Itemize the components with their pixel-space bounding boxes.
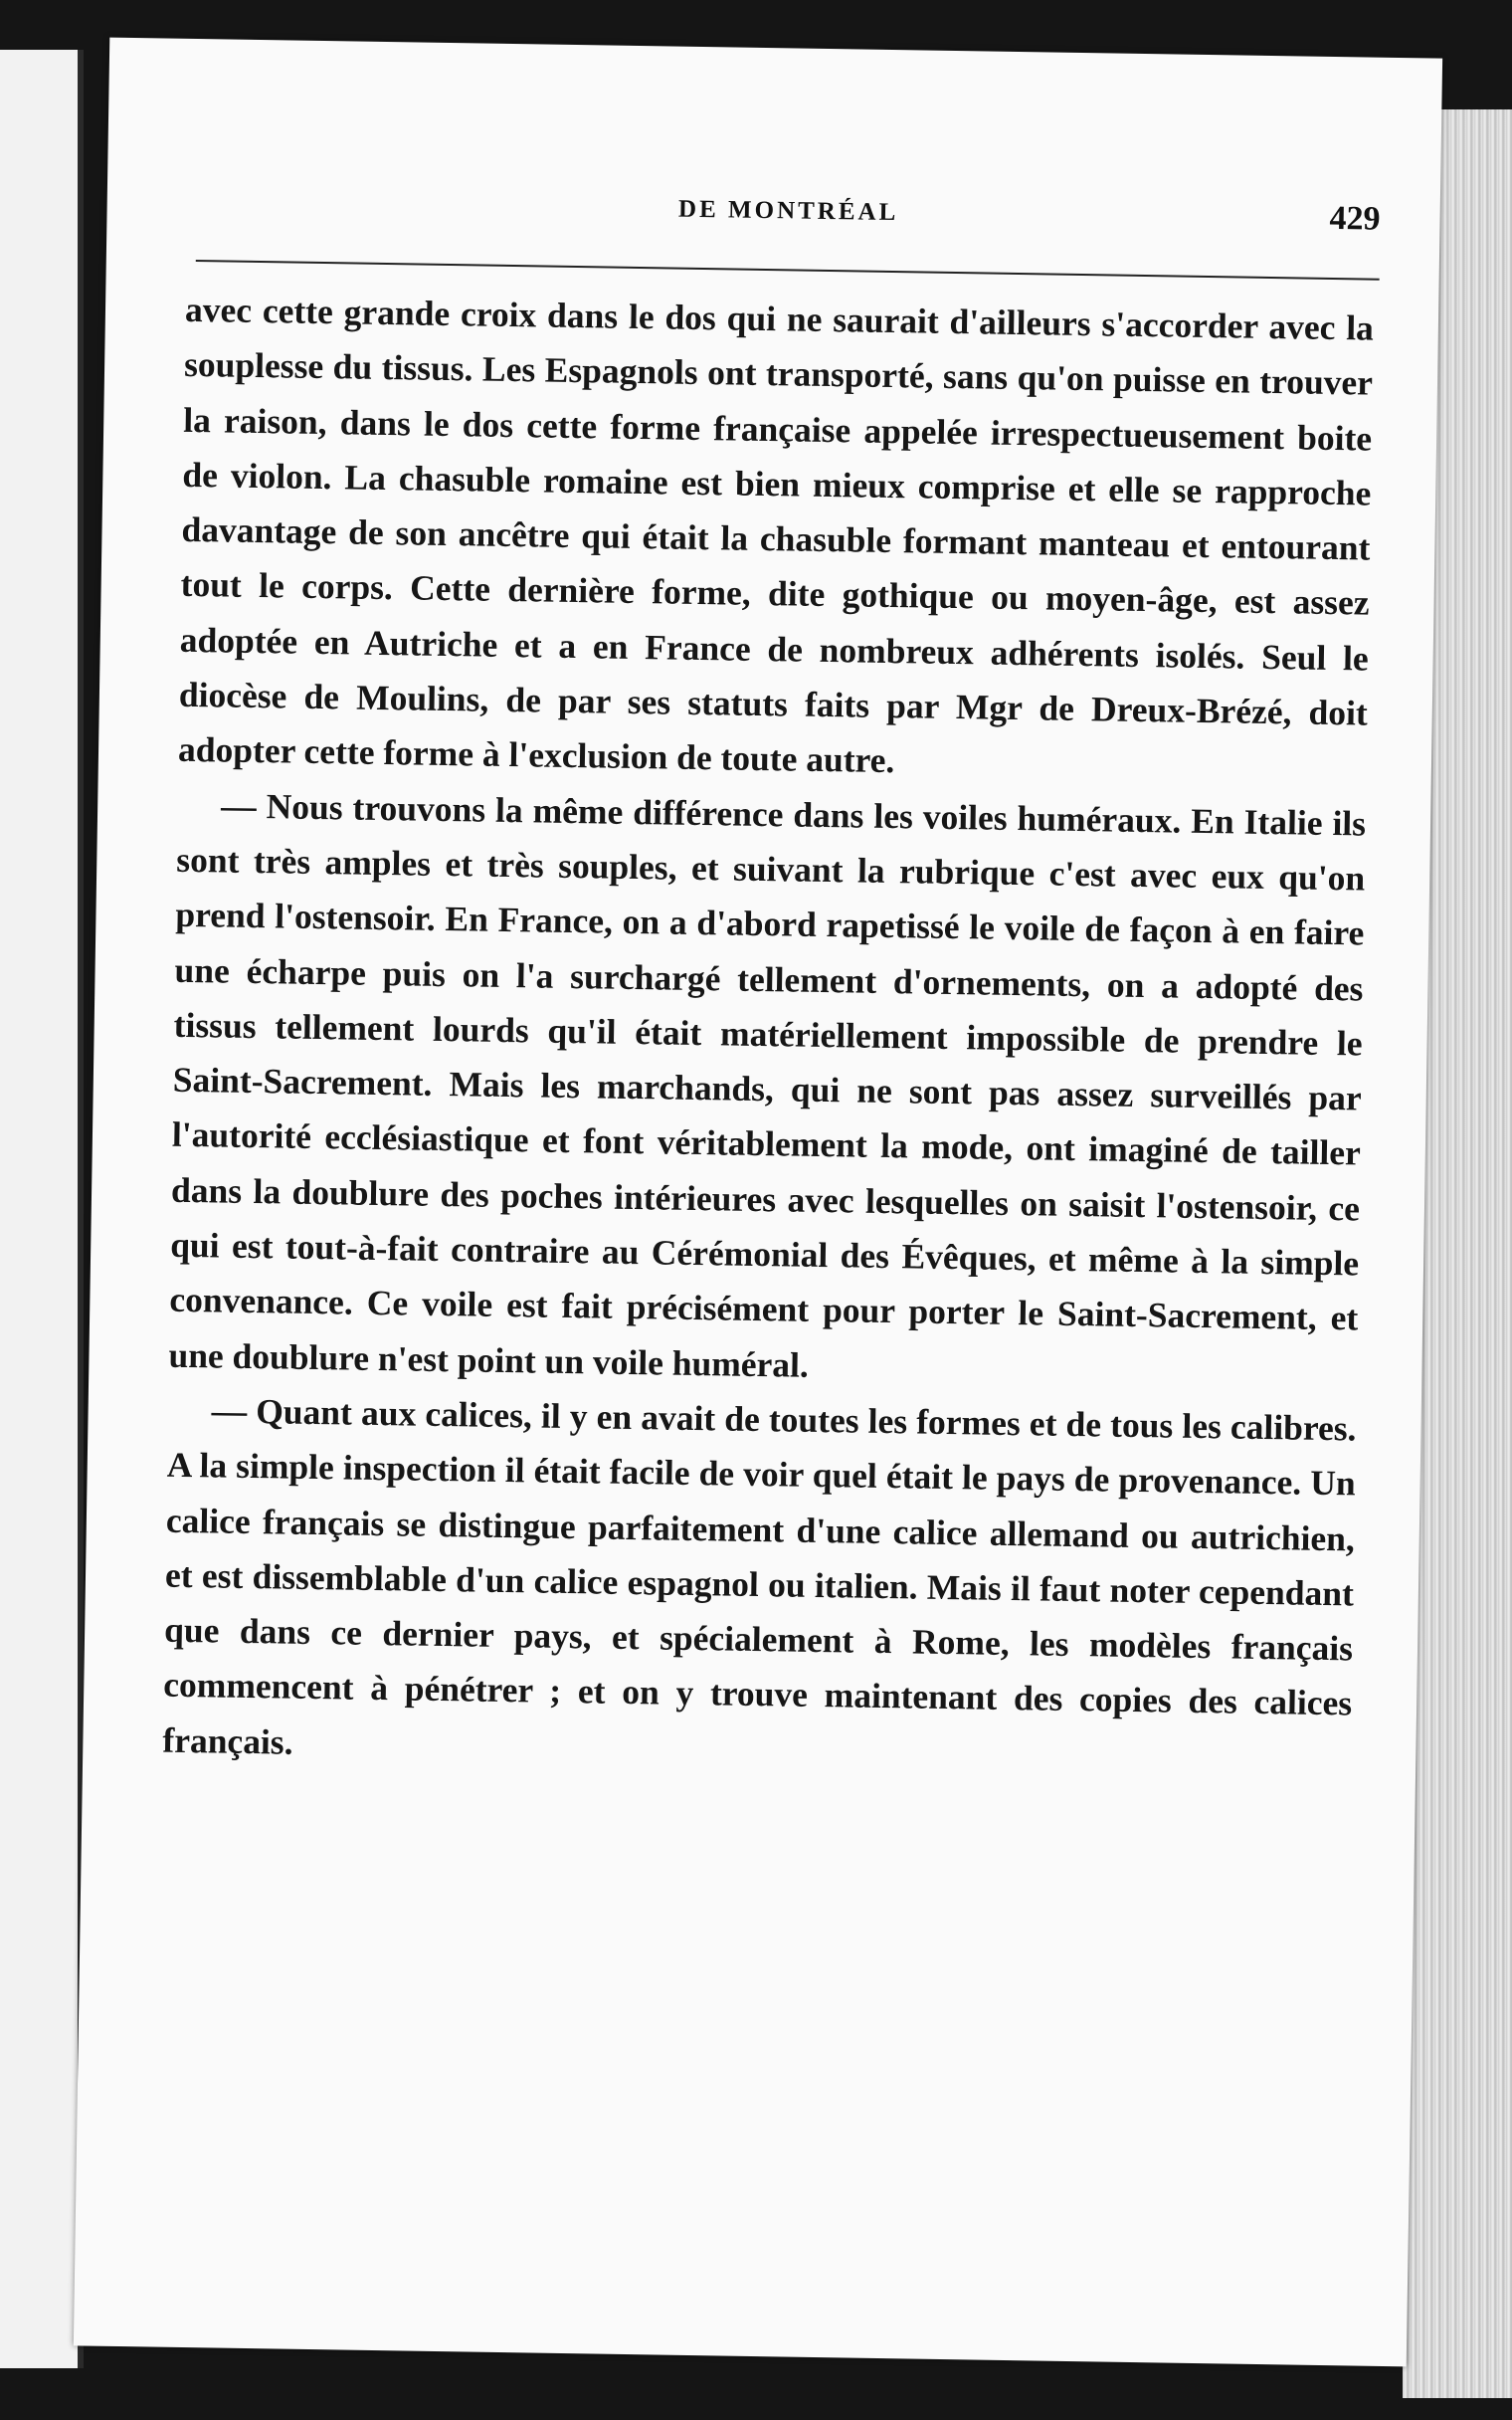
paragraph-calices: — Quant aux calices, il y en avait de toutes les formes et de tous les calibres. A la simple inspection il était facile de voir quel était le pays de provenance. Un calice français se distingue parfaitement d'une calice allemand ou autrichien, et est dissemblable d'un calice espagnol ou italien. Mais il faut noter cependant que dans ce dernier pays, et spécialement à Rome, les modèles français commencent à pénétrer ; et on y trouve maintenant des copies des calices français. [162, 1390, 1357, 1762]
page-number: 429 [1329, 199, 1381, 238]
running-head: DE MONTRÉAL [677, 195, 899, 227]
previous-page-edge [0, 50, 84, 2368]
body-text [162, 283, 1374, 1787]
paragraph-voiles-humeraux: — Nous trouvons la même différence dans les voiles huméraux. En Italie ils sont très amples et très souples, et suivant la rubrique c'est avec eux qu'on prend l'ostensoir. En France, on a d'abord rapetissé le voile de façon à en faire une écharpe puis on l'a surchargé tellement d'ornements, on a adopté des tissus tellement lourds qu'il était matériellement impossible de prendre le Saint-Sacrement. Mais les marchands, qui ne sont pas assez surveillés par l'autorité ecclésiastique et font véritablement la mode, ont imaginé de tailler dans la doublure des poches intérieures avec lesquelles on saisit l'ostensoir, ce qui est tout-à-fait contraire au Cérémonial des Évêques, et même à la simple convenance. Ce voile est fait précisément pour porter le Saint-Sacrement, et une doublure n'est point un voile huméral. [168, 785, 1367, 1385]
book-page [74, 38, 1442, 2367]
paragraph-chasuble: avec cette grande croix dans le dos qui ne saurait d'ailleurs s'accorder avec la souplesse du tissus. Les Espagnols ont transporté, sans qu'on puisse en trouver la raison, dans le dos cette forme française appelée irrespectueusement boite de violon. La chasuble romaine est bien mieux comprise et elle se rapproche davantage de son ancêtre qui était la chasuble formant manteau et entourant tout le corps. Cette dernière forme, dite gothique ou moyen-âge, est assez adoptée en Autriche et a en France de nombreux adhérents isolés. Seul le diocèse de Moulins, de par ses statuts faits par Mgr de Dreux-Brézé, doit adopter cette forme à l'exclusion de toute autre. [177, 289, 1375, 781]
page-header [196, 188, 1381, 267]
